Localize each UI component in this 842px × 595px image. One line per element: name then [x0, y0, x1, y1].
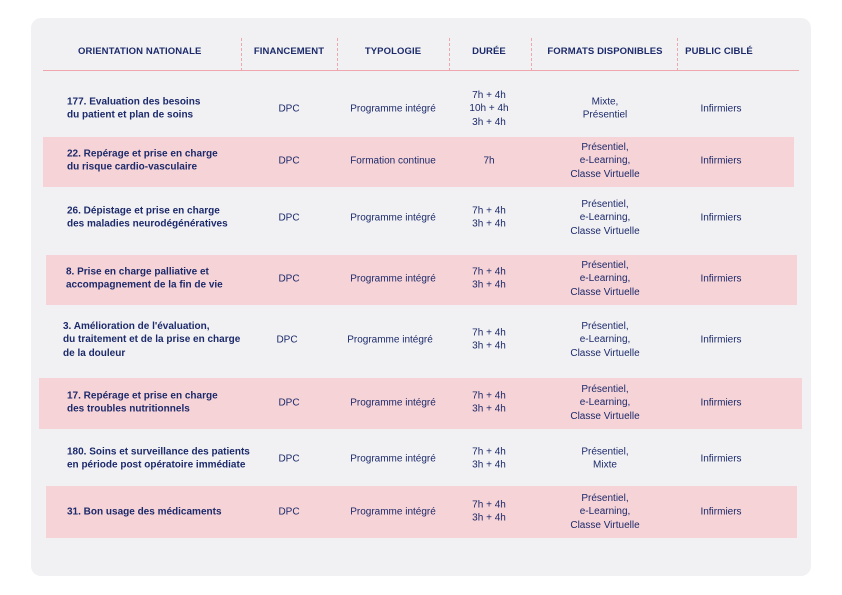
header-financement: FINANCEMENT	[253, 46, 325, 57]
header-separator	[677, 38, 678, 71]
row-formats: Mixte, Présentiel	[582, 96, 628, 121]
row-duree: 7h + 4h 3h + 4h	[472, 266, 506, 291]
row-title: 3. Amélioration de l'évaluation, du traitement et de la prise en charge de la douleur	[63, 321, 241, 359]
row-financement: DPC	[278, 397, 300, 409]
row-financement: DPC	[278, 212, 300, 224]
row-typologie: Programme intégré	[350, 273, 436, 285]
row-public: Infirmiers	[700, 334, 742, 346]
row-title: 17. Repérage et prise en charge des troubles nutritionnels	[67, 390, 218, 415]
row-duree: 7h + 4h 3h + 4h	[472, 327, 506, 352]
row-formats: Présentiel, e-Learning, Classe Virtuelle	[570, 321, 640, 359]
row-typologie: Formation continue	[350, 155, 436, 167]
row-financement: DPC	[276, 334, 298, 346]
header-typologie: TYPOLOGIE	[364, 46, 422, 57]
row-financement: DPC	[278, 506, 300, 518]
row-financement: DPC	[278, 103, 300, 115]
row-duree: 7h + 4h 3h + 4h	[472, 499, 506, 524]
row-public: Infirmiers	[700, 397, 742, 409]
header-public: PUBLIC CIBLÉ	[685, 46, 753, 57]
row-title: 31. Bon usage des médicaments	[67, 506, 222, 518]
row-public: Infirmiers	[700, 453, 742, 465]
row-duree: 7h + 4h 3h + 4h	[472, 205, 506, 230]
row-typologie: Programme intégré	[350, 397, 436, 409]
row-public: Infirmiers	[700, 273, 742, 285]
row-formats: Présentiel, e-Learning, Classe Virtuelle	[570, 199, 640, 237]
row-financement: DPC	[278, 155, 300, 167]
row-financement: DPC	[278, 273, 300, 285]
row-typologie: Programme intégré	[350, 453, 436, 465]
row-typologie: Programme intégré	[347, 334, 433, 346]
header-separator	[337, 38, 338, 71]
row-typologie: Programme intégré	[350, 103, 436, 115]
row-financement: DPC	[278, 453, 300, 465]
row-formats: Présentiel, e-Learning, Classe Virtuelle	[570, 384, 640, 422]
row-duree: 7h + 4h 3h + 4h	[472, 446, 506, 471]
row-duree: 7h	[483, 155, 495, 167]
row-formats: Présentiel, e-Learning, Classe Virtuelle	[570, 142, 640, 180]
header-orientation: ORIENTATION NATIONALE	[78, 46, 202, 57]
row-title: 180. Soins et surveillance des patients en période post opératoire immédiate	[67, 446, 250, 471]
header-duree: DURÉE	[472, 46, 506, 57]
row-formats: Présentiel, e-Learning, Classe Virtuelle	[570, 493, 640, 531]
row-public: Infirmiers	[700, 506, 742, 518]
row-title: 26. Dépistage et prise en charge des maladies neurodégénératives	[67, 205, 228, 230]
row-duree: 7h + 4h 3h + 4h	[472, 390, 506, 415]
row-public: Infirmiers	[700, 212, 742, 224]
row-title: 8. Prise en charge palliative et accompagnement de la fin de vie	[66, 266, 223, 291]
row-duree: 7h + 4h 10h + 4h 3h + 4h	[469, 90, 509, 128]
row-title: 177. Evaluation des besoins du patient et plan de soins	[67, 96, 201, 121]
header-divider	[43, 70, 799, 71]
row-public: Infirmiers	[700, 103, 742, 115]
row-title: 22. Repérage et prise en charge du risque cardio-vasculaire	[67, 148, 218, 173]
header-formats: FORMATS DISPONIBLES	[547, 46, 663, 57]
row-typologie: Programme intégré	[350, 506, 436, 518]
header-separator	[449, 38, 450, 71]
row-formats: Présentiel, Mixte	[581, 446, 629, 471]
row-formats: Présentiel, e-Learning, Classe Virtuelle	[570, 260, 640, 298]
row-typologie: Programme intégré	[350, 212, 436, 224]
header-separator	[531, 38, 532, 71]
header-separator	[241, 38, 242, 71]
row-public: Infirmiers	[700, 155, 742, 167]
